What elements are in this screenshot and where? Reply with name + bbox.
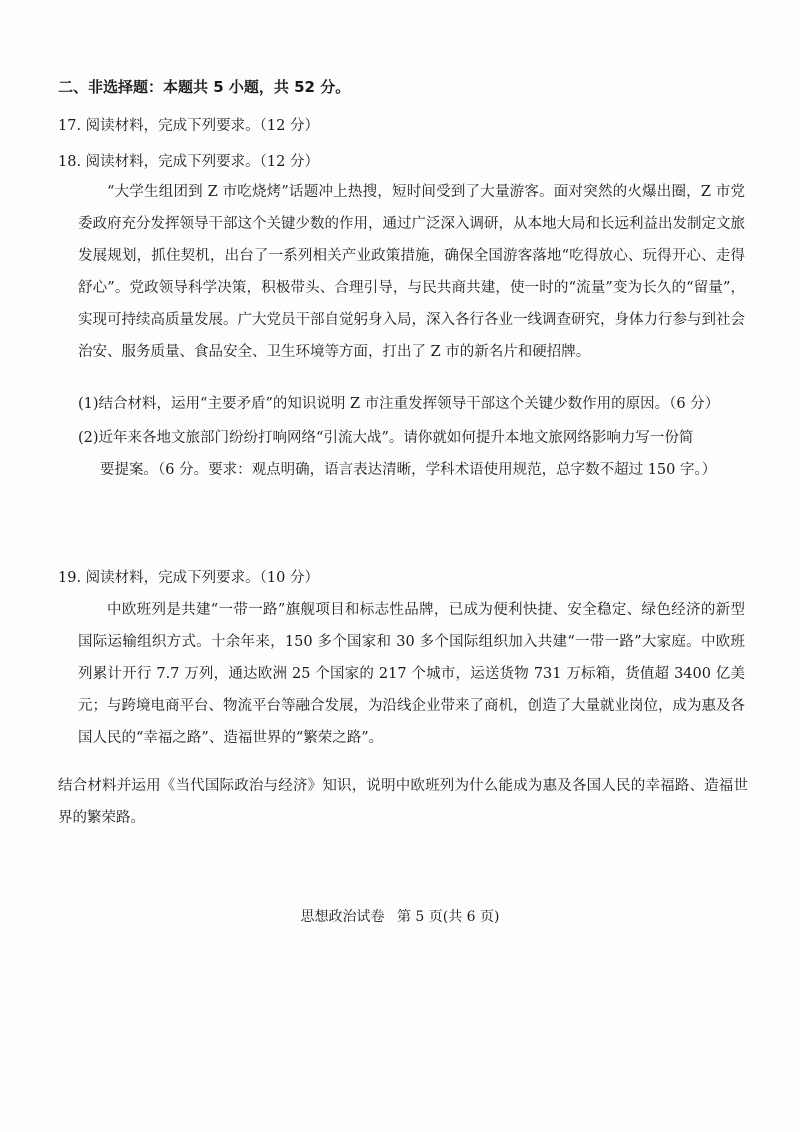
question-17-heading: 17. 阅读材料，完成下列要求。（12 分） [58, 118, 319, 134]
question-18-material [78, 176, 745, 368]
question-18-subquestion-1-text: (1)结合材料，运用“主要矛盾”的知识说明 Z 市注重发挥领导干部这个关键少数作用的原因。（6 分） [78, 396, 720, 412]
question-19-material-text: 中欧班列是共建“一带一路”旗舰项目和标志性品牌，已成为便利快捷、安全稳定、绿色经济的新型国际运输组织方式。十余年来，150 多个国家和 30 多个国际组织加入共建“一带一路”大家庭。中欧班列累计开行 7.7 万列，通达欧洲 25 个国家的 217 个城市，运送货物 731 万标箱，货值超 3400 亿美元；与跨境电商平台、物流平台等融合发展，为沿线企业带来了商机，创造了大量就业岗位，成为惠及各国人民的“幸福之路”、造福世界的“繁荣之路”。 [78, 602, 745, 746]
question-19-material [78, 594, 745, 754]
footer-subject: 思想政治试卷 [300, 909, 385, 925]
question-18-subquestion-2 [78, 422, 758, 486]
question-19-requirement-text: 结合材料并运用《当代国际政治与经济》知识，说明中欧班列为什么能成为惠及各国人民的幸福路、造福世界的繁荣路。 [58, 778, 748, 826]
question-18-subquestion-2-line-2: 要提案。（6 分。要求：观点明确，语言表达清晰，学科术语使用规范，总字数不超过 150 字。） [100, 462, 717, 478]
section-title: 二、非选择题：本题共 5 小题，共 52 分。 [58, 78, 351, 96]
question-19-heading: 19. 阅读材料，完成下列要求。（10 分） [58, 570, 319, 586]
question-18-subquestion-2-line-1: (2)近年来各地文旅部门纷纷打响网络“引流大战”。请你就如何提升本地文旅网络影响力写一份简 [78, 430, 694, 446]
footer-page-number: 第 5 页(共 6 页) [396, 909, 500, 925]
question-18-material-text: “大学生组团到 Z 市吃烧烤”话题冲上热搜，短时间受到了大量游客。面对突然的火爆出圈，Z 市党委政府充分发挥领导干部这个关键少数的作用，通过广泛深入调研，从本地大局和长远利益出发制定文旅发展规划，抓住契机，出台了一系列相关产业政策措施，确保全国游客落地“吃得放心、玩得开心、走得舒心”。党政领导科学决策，积极带头、合理引导，与民共商共建，使一时的“流量”变为长久的“留量”，实现可持续高质量发展。广大党员干部自觉躬身入局，深入各行各业一线调查研究，身体力行参与到社会治安、服务质量、食品安全、卫生环境等方面，打出了 Z 市的新名片和硬招牌。 [78, 184, 745, 360]
question-18-heading: 18. 阅读材料，完成下列要求。（12 分） [58, 154, 319, 170]
page-footer [0, 906, 800, 926]
question-18-subquestion-1 [78, 388, 758, 420]
question-19-requirement [58, 770, 748, 834]
